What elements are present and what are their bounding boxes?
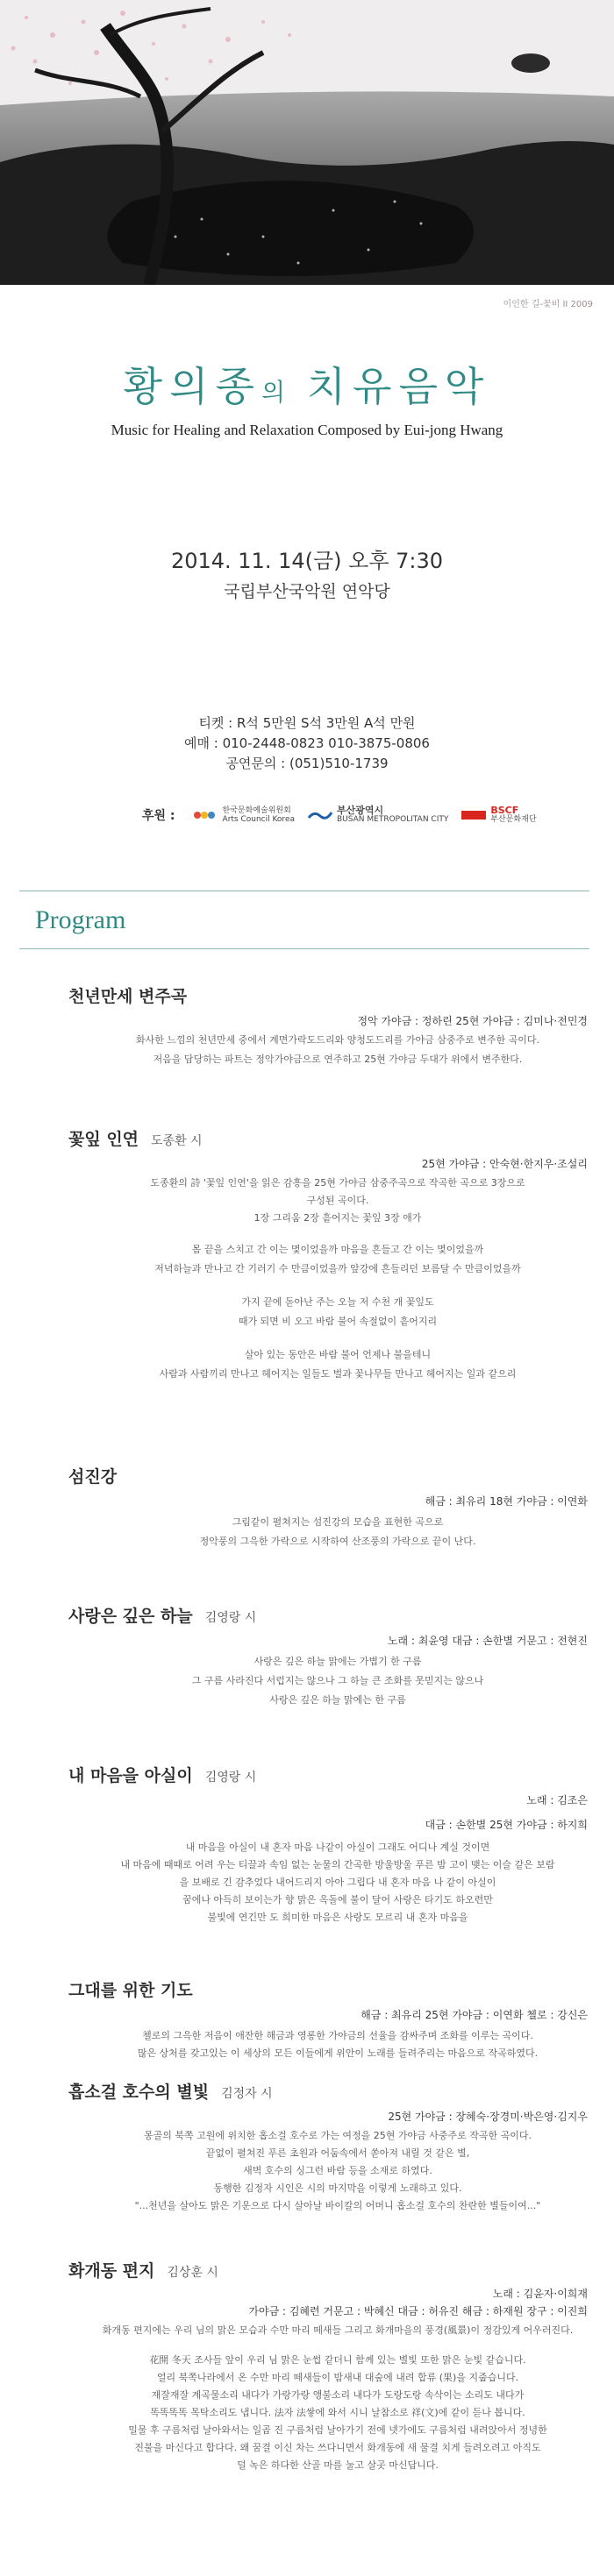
program-item-performers: 해금 : 최유리 25현 가야금 : 이연화 첼로 : 강신은 (361, 2009, 588, 2021)
program-item-desc: 꿈에나 아득히 보이는가 향 맑은 옥돌에 불이 달어 사랑은 타기도 하오련만 (182, 1894, 493, 1905)
program-item-title: 그대를 위한 기도 (68, 1981, 193, 2000)
program-item-performers: 노래 : 김윤자·이희재 (492, 2288, 588, 2300)
program-item-title: 내 마음을 아실이 김영랑 시 (68, 1766, 257, 1785)
hero-painting (0, 0, 614, 285)
arts-council-en: Arts Council Korea (222, 815, 295, 824)
program-item-desc: 花開 冬天 조사들 앞이 우리 님 맑은 눈썹 같더니 함께 있는 별빛 또한 맑은 눈빛 같습니다. (149, 2354, 526, 2366)
program-item-desc: 덜 녹은 하다한 산골 마를 눌고 살곳 마신답니다. (237, 2459, 439, 2471)
program-item-desc: 1장 그리움 2장 흩어지는 꽃잎 3장 애가 (253, 1212, 422, 1224)
program-item-desc: 가지 끝에 돋아난 주는 오늘 저 수천 개 꽃잎도 (241, 1296, 434, 1308)
painting-credit: 이인한 길-꽃비 II 2009 (503, 300, 593, 309)
program-item-title: 꽃잎 인연 도종환 시 (68, 1130, 203, 1149)
program-item-desc: 때가 되면 비 오고 바람 불어 속절없이 흩어지리 (238, 1316, 438, 1327)
program-item-performers: 25현 가야금 : 장혜숙·장경미·박은영·김지우 (388, 2111, 588, 2123)
program-item-title: 흡소걸 호수의 별빛 김정자 시 (68, 2083, 273, 2102)
bscf-logo (460, 806, 536, 824)
sponsor-label: 후원 : (142, 809, 175, 823)
program-item-performers: 25현 가야금 : 안숙현·한지우·조설리 (421, 1158, 588, 1170)
program-item-desc: "...천년을 살아도 맑은 기운으로 다시 살아날 바이칼의 어머니 홉소걸 호수의 찬란한 별들이여..." (134, 2200, 541, 2211)
bscf-logo-icon (460, 809, 487, 821)
program-item-performers: 대금 : 손한별 25현 가야금 : 하지희 (425, 1819, 588, 1831)
program-item-desc: 살아 있는 동안은 바람 불어 언제나 불을테니 (244, 1349, 432, 1360)
program-item-desc: 정악풍의 그윽한 가락으로 시작하여 산조풍의 가락으로 끝이 난다. (199, 1536, 476, 1547)
program-item-performers: 해금 : 최유리 18현 가야금 : 이연화 (425, 1495, 588, 1508)
program-item-desc: 불빛에 연긴만 도 희미한 마음은 사랑도 모르리 내 혼자 마음을 (207, 1912, 468, 1923)
arts-council-logo-icon (193, 809, 219, 821)
program-item-desc: 그림같이 펼쳐지는 섬진강의 모습을 표현한 곡으로 (232, 1516, 444, 1528)
program-item-performers: 노래 : 최윤영 대금 : 손한별 거문고 : 전현진 (387, 1635, 588, 1647)
title-main: 황의종 (123, 363, 261, 410)
program-item-desc: 사랑은 깊은 하늘 맑에는 한 구름 (269, 1694, 406, 1706)
program-item-title: 화개동 편지 김상훈 시 (68, 2261, 218, 2281)
program-item-desc: 얼리 북쪽나라에서 온 수만 마리 떼새들이 밤새내 대숲에 내려 합류 (果)을 지줍습니다. (156, 2372, 519, 2383)
ticket-info (0, 713, 614, 774)
program-rule-bottom (19, 948, 589, 949)
ticket-prices: 티켓 : R석 5만원 S석 3만원 A석 만원 (198, 715, 416, 731)
program-item-desc: 화사한 느낌의 천년만세 중에서 계면가락도드리와 양청도드리를 가야금 삼중주로 변주한 곡이다. (135, 1034, 539, 1046)
program-item-desc: 첼로의 그윽한 저음이 애잔한 해금과 영롱한 가야금의 선율을 감싸주며 조화를 이루는 곡이다. (142, 2030, 533, 2041)
program-item-desc: 사람과 사람끼리 만나고 헤어지는 일들도 벌과 꽃나무들 만나고 헤어지는 일과 같으리 (159, 1368, 517, 1380)
program-item-desc: 많은 상처를 갖고있는 이 세상의 모든 이들에게 위안이 노래를 들려주리는 마음으로 작곡하였다. (137, 2047, 539, 2059)
program-item-desc: 끝없이 펼쳐진 푸른 초원과 어둠속에서 쏟아져 내릴 것 같은 별, (205, 2147, 470, 2159)
busan-city-logo-icon (307, 809, 333, 821)
event-venue: 국립부산국악원 연악당 (224, 582, 390, 601)
title-korean (0, 355, 614, 413)
inquiry-phone: 공연문의 : (051)510-1739 (225, 756, 389, 771)
program-item-desc: 저음을 담당하는 파트는 정악가야금으로 연주하고 25현 가야금 두대가 위에서 변주한다. (153, 1054, 523, 1065)
program-item-title: 섬진강 (68, 1467, 118, 1487)
painting-illustration (0, 0, 614, 285)
program-item-desc: 새벽 호수의 싱그런 바람 등을 소재로 하였다. (243, 2165, 432, 2176)
title-end: 치유음악 (306, 363, 491, 410)
program-item-desc: 저녁하늘과 만나고 간 기러기 수 만큼이었을까 앞강에 흔들리던 보름달 수 만큼이었을까 (154, 1263, 521, 1274)
program-item-desc: 도종환의 詩 '꽃잎 인연'을 읽은 감흥을 25현 가야금 삼중주곡으로 작곡한 곡으로 3장으로 (150, 1177, 525, 1189)
sponsor-row (142, 804, 537, 827)
bscf-ko: 부산문화재단 (490, 815, 537, 824)
program-item-desc: 화개동 편지에는 우리 님의 맑은 모습과 수만 마리 떼새들 그리고 화개마을의 풍경(風景)이 정감있게 어우러진다. (102, 2324, 574, 2336)
arts-council-logo (193, 806, 295, 824)
program-item-title: 천년만세 변주곡 (68, 987, 188, 1006)
program-item-desc: 사랑은 깊은 하늘 맑에는 가볍기 한 구름 (253, 1656, 422, 1667)
program-item-desc: 내 마음에 때때로 어려 우는 티끌과 속임 없는 눈물의 간곡한 방울방울 푸른 밤 고이 맺는 이슬 같은 보람 (120, 1859, 555, 1870)
program-item-desc: 동행한 김정자 시인은 시의 마지막을 이렇게 노래하고 있다. (213, 2182, 462, 2194)
program-item-title: 사랑은 깊은 하늘 김영랑 시 (68, 1607, 257, 1626)
title-english: Music for Healing and Relaxation Composed by Eui-jong Hwang (111, 422, 503, 438)
title-particle: 의 (261, 378, 287, 407)
busan-city-logo (307, 806, 448, 824)
busan-city-name: 부산광역시 (337, 805, 384, 816)
program-item-desc: 몽골의 북쪽 고원에 위치한 홉소걸 호수로 가는 여정을 25현 가야금 사중주로 작곡한 곡이다. (144, 2130, 532, 2141)
reservation-phone: 예매 : 010-2448-0823 010-3875-0806 (184, 735, 430, 751)
program-heading: Program (35, 905, 126, 934)
program-item-desc: 진불을 마신다고 합다다. 왜 꿈결 이신 차는 쓰다니면서 화개동에 새 물결 치게 들려오려고 아직도 (134, 2442, 541, 2453)
program-item-performers: 가야금 : 김혜련 거문고 : 박혜신 대금 : 허유진 해금 : 하재원 장구 : 이진희 (248, 2305, 588, 2317)
program-item-desc: 몸 끝을 스치고 간 이는 몇이었을까 마음을 흔들고 간 이는 몇이었을까 (191, 1244, 484, 1255)
event-date: 2014. 11. 14(금) 오후 7:30 (170, 549, 444, 573)
program-item-performers: 정악 가야금 : 정하린 25현 가야금 : 김미나·전민경 (357, 1015, 588, 1027)
arts-council-name: 한국문화예술위원회 (222, 806, 291, 815)
program-item-desc: 그 구름 사라진다 서럽지는 않으나 그 하늘 큰 조화를 못믿지는 않으나 (191, 1675, 484, 1686)
program-item-performers: 노래 : 김조은 (526, 1794, 588, 1806)
bscf-name: BSCF (490, 805, 519, 816)
program-item-desc: 똑똑똑똑 목탁소리도 냅니다. 法자 法쌓에 와서 시니 날참소로 祥(文)에 같이 듣나 봅니다. (150, 2407, 525, 2418)
program-item-desc: 을 보배로 긴 감추었다 내어드리지 아아 그립다 내 혼자 마음 나 같이 아실이 (179, 1877, 496, 1888)
program-item-desc: 구성된 곡이다. (306, 1195, 369, 1206)
program-item-desc: 재잘재잘 계곡물소리 내다가 가랑가랑 앵불소리 내다가 도랑도랑 속삭이는 소리도 내다가 (151, 2389, 525, 2401)
busan-city-en: BUSAN METROPOLITAN CITY (337, 815, 449, 824)
program-item-desc: 내 마음을 아실이 내 혼자 마음 나같이 아실이 그래도 어디나 계실 것이면 (185, 1842, 490, 1853)
program-item-desc: 밀물 후 구름처럼 날아와서는 일곱 진 구름처럼 날아가기 전에 넷가에도 구름처럼 내려앉아서 정녕한 (128, 2424, 547, 2436)
